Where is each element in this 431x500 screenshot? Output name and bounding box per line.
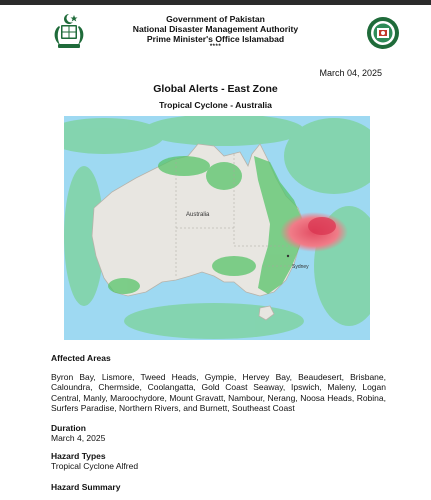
document-date: March 04, 2025 [319, 68, 382, 78]
affected-areas-text: Byron Bay, Lismore, Tweed Heads, Gympie, Hervey Bay, Beaudesert, Brisbane, Caloundra, Chermside, Coolangatta, Gold Coast Seaway, Ipswich, Maleny, Logan Central, Manly, Maroochydore, Mount Gravatt, Nambour, Nerang, Noosa Heads, Robina, Surfers Paradise, Northern Rivers, and Burnett, Southeast Coast [51, 372, 386, 413]
rainfall-map [64, 116, 370, 340]
hazard-types-heading: Hazard Types [51, 451, 106, 461]
header-authority: National Disaster Management Authority [132, 24, 299, 34]
header-office: Prime Minister's Office Islamabad [146, 34, 285, 44]
header-stars: **** [209, 44, 222, 50]
hazard-types-text: Tropical Cyclone Alfred [51, 461, 139, 471]
document-title: Global Alerts - East Zone [153, 83, 278, 95]
sydney-marker [287, 255, 289, 257]
document-subtitle: Tropical Cyclone - Australia [159, 100, 272, 110]
header-government: Government of Pakistan [166, 14, 265, 24]
duration-heading: Duration [51, 423, 86, 433]
map-label-australia: Australia [186, 212, 210, 218]
map-label-sydney: Sydney [292, 264, 309, 270]
hazard-summary-heading: Hazard Summary [51, 482, 121, 492]
cyclone-rain-peak [308, 217, 336, 235]
top-border [0, 0, 431, 5]
affected-areas-heading: Affected Areas [51, 353, 111, 363]
duration-text: March 4, 2025 [51, 433, 106, 443]
